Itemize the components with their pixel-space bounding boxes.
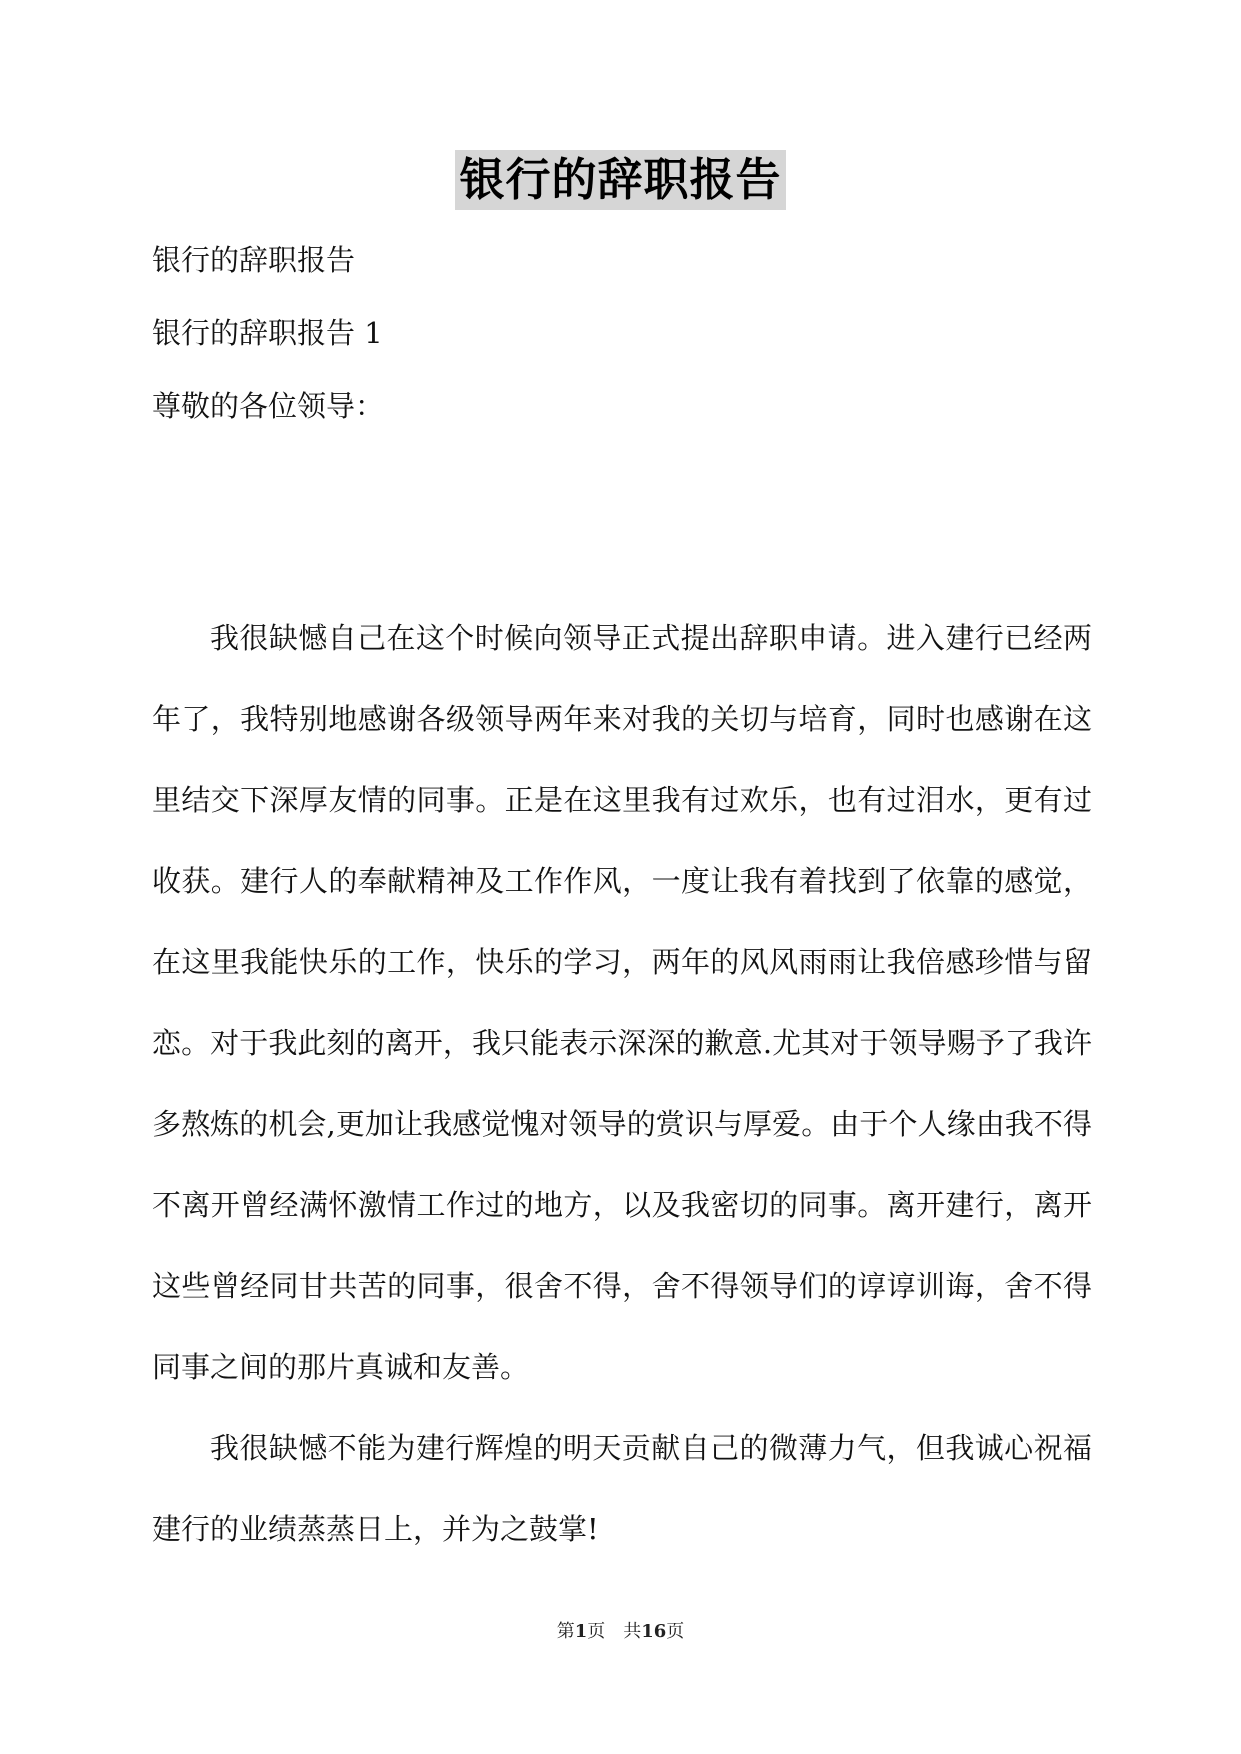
salutation: 尊敬的各位领导： bbox=[152, 389, 385, 423]
document-title: 银行的辞职报告 bbox=[455, 150, 785, 210]
title-container bbox=[0, 150, 1241, 210]
paragraph-1: 我很缺憾自己在这个时候向领导正式提出辞职申请。进入建行已经两年了，我特别地感谢各级领导两年来对我的关切与培育，同时也感谢在这里结交下深厚友情的同事。正是在这里我有过欢乐，也有过泪水，更有过收获。建行人的奉献精神及工作作风，一度让我有着找到了依靠的感觉，在这里我能快乐的工作，快乐的学习，两年的风风雨雨让我倍感珍惜与留恋。对于我此刻的离开，我只能表示深深的歉意.尤其对于领导赐予了我许多熬炼的机会,更加让我感觉愧对领导的赏识与厚爱。由于个人缘由我不得不离开曾经满怀激情工作过的地方，以及我密切的同事。离开建行，离开这些曾经同甘共苦的同事，很舍不得，舍不得领导们的谆谆训诲，舍不得同事之间的那片真诚和友善。 bbox=[152, 621, 1092, 1384]
page-number: 1 bbox=[574, 1621, 588, 1642]
section-heading: 银行的辞职报告 1 bbox=[152, 316, 383, 350]
page-footer bbox=[0, 1620, 1241, 1644]
total-pages: 16 bbox=[641, 1621, 667, 1642]
total-suffix: 页 bbox=[666, 1621, 685, 1642]
paragraph-2: 我很缺憾不能为建行辉煌的明天贡献自己的微薄力气，但我诚心祝福建行的业绩蒸蒸日上，并为之鼓掌! bbox=[152, 1431, 1092, 1546]
page-suffix: 页 bbox=[587, 1621, 606, 1642]
body-text bbox=[152, 598, 1092, 1570]
total-prefix: 共 bbox=[623, 1621, 642, 1642]
page-prefix: 第 bbox=[556, 1621, 575, 1642]
subtitle-line: 银行的辞职报告 bbox=[152, 243, 356, 277]
